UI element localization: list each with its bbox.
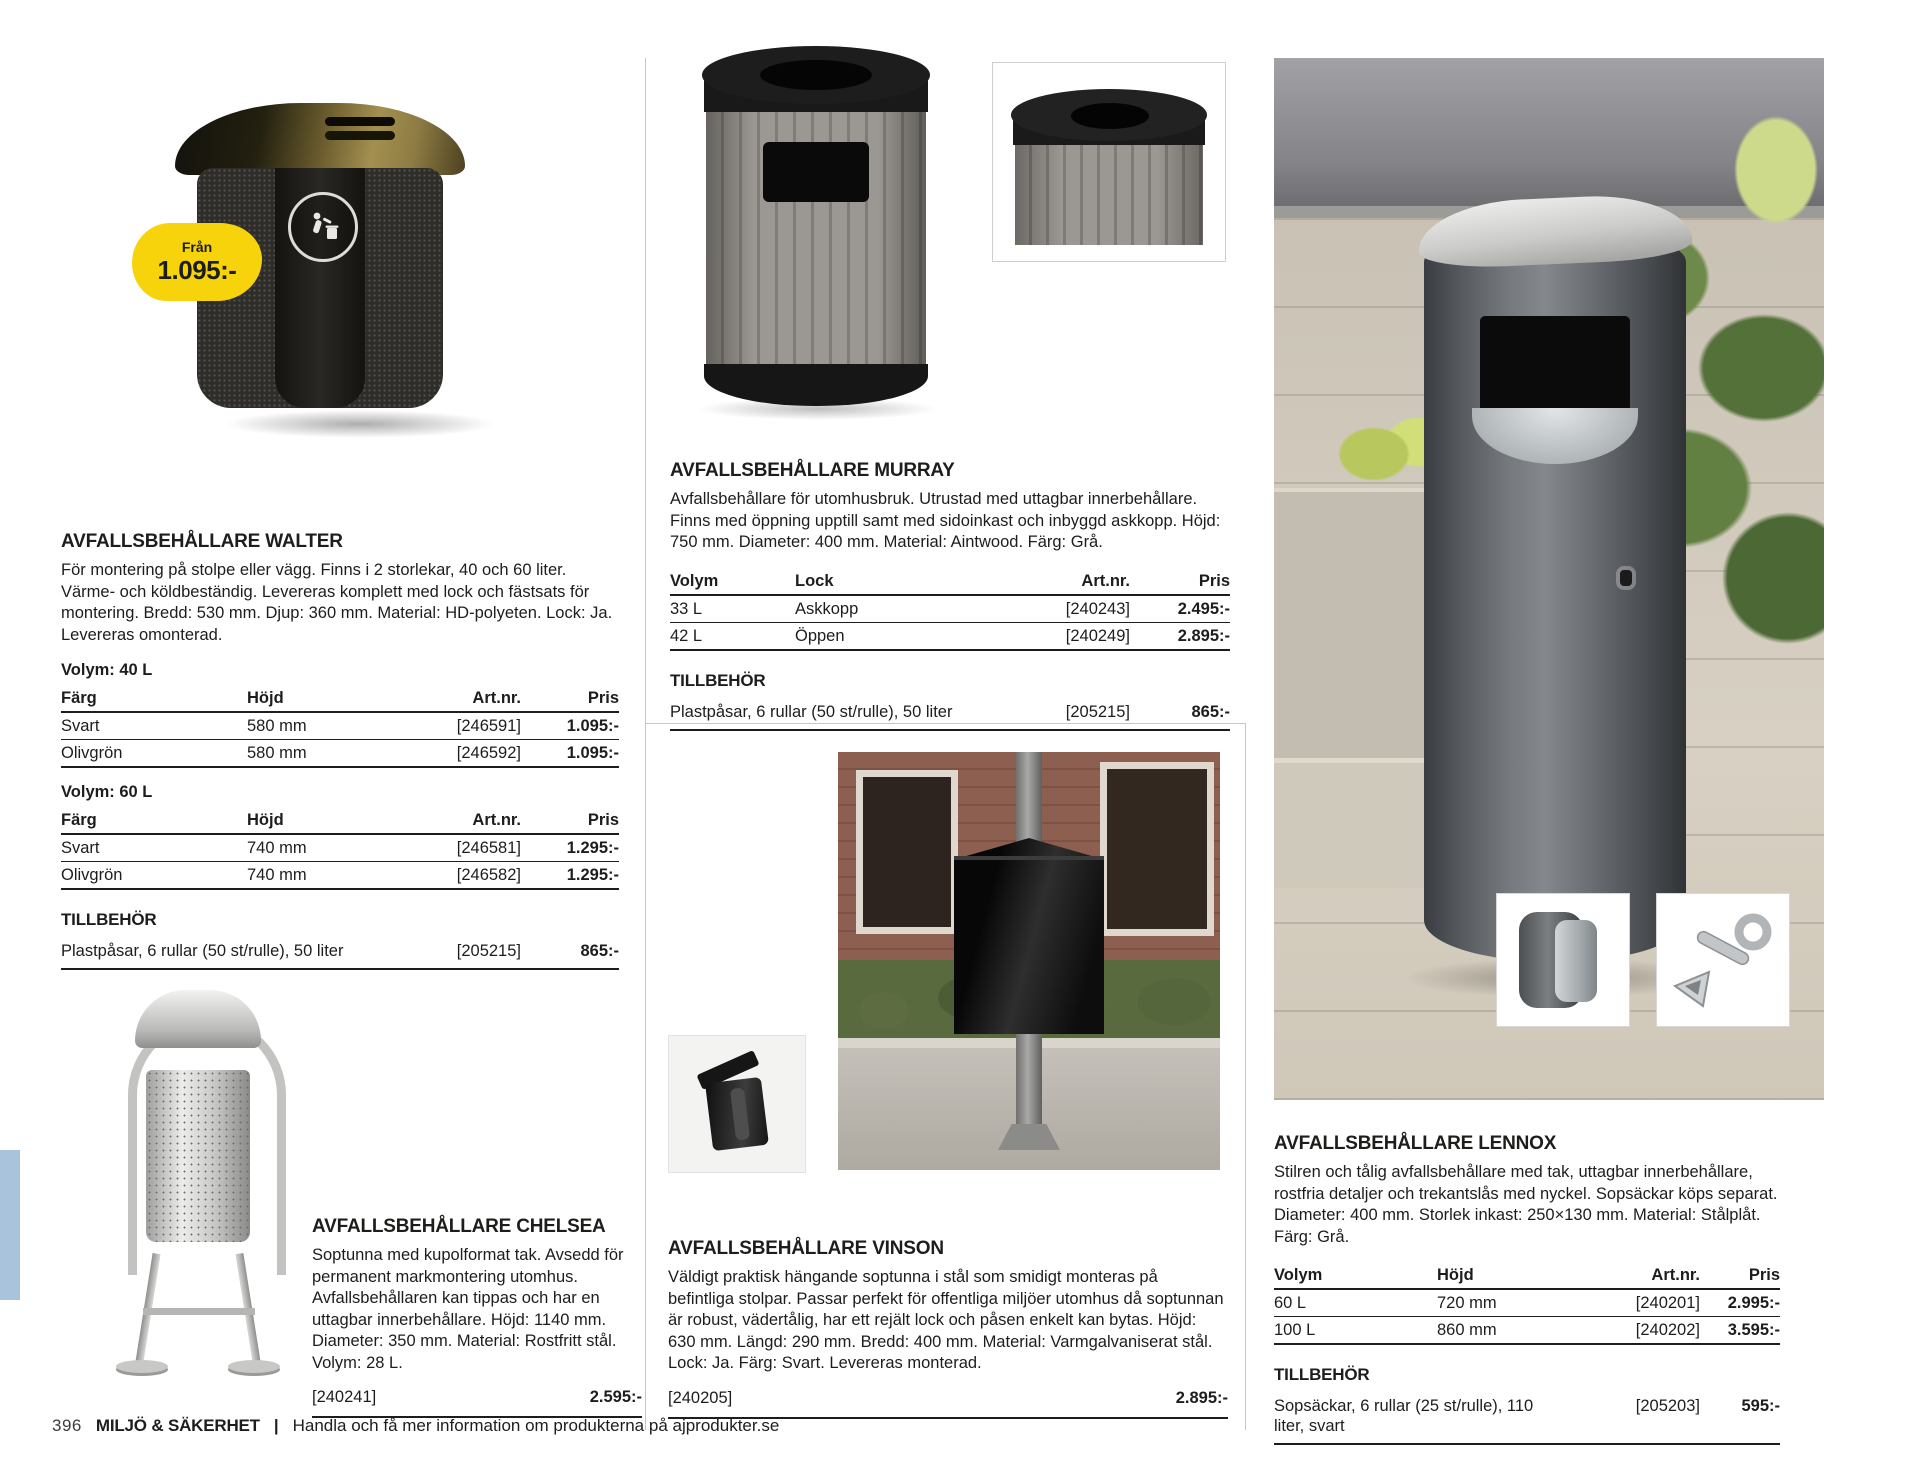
table-header-row (61, 685, 619, 713)
walter-table-40l (61, 685, 619, 768)
col-header-farg: Färg (61, 811, 97, 829)
walter-volume-label-60l: Volym: 60 L (61, 783, 153, 801)
walter-lid (175, 103, 465, 175)
cell-height: 740 mm (247, 866, 307, 884)
chelsea-perforated-body (146, 1070, 250, 1242)
murray-table (670, 568, 1230, 651)
vinson-bin-lid-edge (954, 856, 1104, 860)
accessory-artnr: [205215] (1065, 702, 1130, 721)
cell-height: 720 mm (1437, 1294, 1497, 1312)
lennox-table (1274, 1262, 1780, 1345)
cell-artnr: [240243] (1065, 599, 1130, 618)
murray-title: AVFALLSBEHÅLLARE MURRAY (670, 460, 955, 481)
tidyman-litter-icon-svg (303, 207, 343, 247)
chelsea-dome-lid (135, 990, 261, 1048)
murray-accessories-title: TILLBEHÖR (670, 670, 766, 690)
cell-volume: 60 L (1274, 1294, 1307, 1312)
col-header-artnr: Art.nr. (472, 811, 521, 829)
vinson-title: AVFALLSBEHÅLLARE VINSON (668, 1238, 944, 1259)
vinson-bin (954, 838, 1104, 1034)
murray-detail-slats (1015, 145, 1203, 245)
column-divider-left (645, 58, 646, 1430)
col-header-pris: Pris (1748, 1266, 1780, 1284)
murray-section (670, 460, 1230, 731)
cell-height: 860 mm (1437, 1321, 1497, 1339)
vinson-description: Väldigt praktisk hängande soptunna i stål som smidigt monteras på befintliga stolpar. Passar perfekt för offentliga miljöer utomhus då soptunnan är robust, vädertålig, har ett rejält lock och påsen enkelt kan bytas. Höjd: 630 mm. Längd: 290 mm. Bredd: 400 mm. Material: Varmgalvaniserat stål. Lock: Ja. Färg: Svart. Levereras monterad. (668, 1268, 1224, 1372)
cell-volume: 33 L (670, 599, 703, 618)
accessory-artnr: [205215] (456, 942, 521, 960)
lennox-photo (1274, 58, 1824, 1100)
chelsea-crossbar (143, 1308, 255, 1315)
cell-price: 1.095:- (566, 717, 619, 735)
murray-detail-image (992, 62, 1226, 262)
murray-lid-opening (760, 60, 872, 90)
chelsea-artnr: [240241] (312, 1388, 377, 1406)
cell-volume: 42 L (670, 626, 703, 645)
murray-description: Avfallsbehållare för utomhusbruk. Utrustad med uttagbar innerbehållare. Finns med öppning upptill samt med sidoinkast och inbyggd askkopp. Höjd: 750 mm. Diameter: 400 mm. Material: Aintwood. Färg: Grå. (670, 490, 1221, 551)
footer-note: Handla och få mer information om produkterna på ajprodukter.se (292, 1416, 780, 1435)
building-window (856, 770, 958, 934)
cell-lock: Öppen (795, 626, 845, 645)
table-header-row (61, 807, 619, 835)
page-footer (52, 1416, 779, 1436)
col-header-hojd: Höjd (247, 689, 284, 707)
col-header-artnr: Art.nr. (1081, 571, 1130, 590)
cell-color: Olivgrön (61, 744, 123, 762)
footer-divider: | (273, 1416, 279, 1435)
footer-section-title: MILJÖ & SÄKERHET (95, 1416, 260, 1435)
walter-product-image (155, 58, 485, 453)
col-header-volym: Volym (1274, 1266, 1323, 1284)
page-edge-tab (0, 1150, 20, 1300)
accessory-artnr: [205203] (1635, 1397, 1700, 1415)
walter-title: AVFALLSBEHÅLLARE WALTER (61, 531, 343, 552)
column-divider-right (1245, 723, 1246, 1430)
cell-artnr: [246592] (456, 744, 521, 762)
cell-color: Olivgrön (61, 866, 123, 884)
accessory-price: 595:- (1741, 1397, 1780, 1415)
chelsea-foot-right (228, 1360, 280, 1373)
walter-accessory-row (61, 936, 619, 970)
lennox-description: Stilren och tålig avfallsbehållare med tak, uttagbar innerbehållare, rostfria detaljer och trekantslås med nyckel. Sopsäckar köps separat. Diameter: 400 mm. Storlek inkast: 250×130 mm. Material: Stålplåt. Färg: Grå. (1274, 1163, 1778, 1246)
cell-artnr: [246591] (456, 717, 521, 735)
cell-price: 3.595:- (1727, 1321, 1780, 1339)
vinson-section (668, 1238, 1228, 1419)
lennox-triangle-lock (1620, 570, 1632, 586)
cell-lock: Askkopp (795, 599, 859, 618)
cell-height: 580 mm (247, 717, 307, 735)
cell-height: 580 mm (247, 744, 307, 762)
col-header-farg: Färg (61, 689, 97, 707)
cell-price: 1.095:- (566, 744, 619, 762)
cell-artnr: [246581] (456, 839, 521, 857)
vinson-artnr-row (668, 1381, 1228, 1419)
cell-artnr: [240202] (1635, 1321, 1700, 1339)
accessory-label: Plastpåsar, 6 rullar (50 st/rulle), 50 liter (670, 702, 953, 721)
accessory-price: 865:- (1191, 702, 1230, 721)
col-header-hojd: Höjd (247, 811, 284, 829)
chelsea-section (312, 1216, 642, 1418)
lennox-section (1274, 1133, 1780, 1445)
col-header-pris: Pris (587, 811, 619, 829)
vinson-artnr: [240205] (668, 1388, 733, 1407)
table-row (1274, 1317, 1780, 1345)
walter-volume-label-40l: Volym: 40 L (61, 661, 153, 679)
chelsea-product-image (88, 978, 308, 1393)
accessory-price: 865:- (580, 942, 619, 960)
walter-shadow (225, 410, 495, 438)
vinson-price: 2.895:- (1175, 1388, 1228, 1407)
walter-accessories-title: TILLBEHÖR (61, 910, 157, 929)
walter-table-60l (61, 807, 619, 890)
lennox-bin-inlet (1480, 316, 1630, 412)
tidyman-litter-icon (288, 192, 358, 262)
cell-price: 1.295:- (566, 839, 619, 857)
table-row (61, 713, 619, 740)
page-number: 396 (52, 1416, 82, 1435)
murray-side-inlet (763, 142, 869, 202)
cell-artnr: [246582] (456, 866, 521, 884)
col-header-lock: Lock (795, 571, 834, 590)
chelsea-artnr-row (312, 1380, 642, 1418)
murray-detail-opening (1071, 103, 1149, 129)
vinson-photo (838, 752, 1220, 1170)
table-row (61, 862, 619, 890)
cell-price: 2.995:- (1727, 1294, 1780, 1312)
walter-section (61, 531, 619, 970)
cell-height: 740 mm (247, 839, 307, 857)
price-tag-prefix: Från (181, 238, 213, 255)
cell-price: 2.495:- (1177, 599, 1230, 618)
concrete-blocks (1274, 488, 1444, 768)
lennox-accessory-row (1274, 1391, 1780, 1445)
lennox-bin (1424, 198, 1686, 988)
vinson-detail-image (668, 1035, 806, 1173)
col-header-pris: Pris (1198, 571, 1230, 590)
cell-artnr: [240201] (1635, 1294, 1700, 1312)
chelsea-description: Soptunna med kupolformat tak. Avsedd för permanent markmontering utomhus. Avfallsbehållaren kan tippas och har en uttagbar innerbehållare. Höjd: 1140 mm. Diameter: 350 mm. Material: Rostfritt stål. Volym: 28 L. (312, 1246, 624, 1372)
price-tag (132, 223, 262, 301)
col-header-artnr: Art.nr. (1651, 1266, 1700, 1284)
cell-price: 2.895:- (1177, 626, 1230, 645)
murray-accessory-row (670, 697, 1230, 731)
walter-description: För montering på stolpe eller vägg. Finns i 2 storlekar, 40 och 60 liter. Värme- och köldbeständig. Levereras komplett med lock och fästsats för montering. Bredd: 530 mm. Djup: 360 mm. Material: HD-polyeten. Lock: Ja. Levereras omonterad. (61, 561, 613, 644)
table-row (61, 740, 619, 768)
col-header-hojd: Höjd (1437, 1266, 1474, 1284)
lennox-title: AVFALLSBEHÅLLARE LENNOX (1274, 1133, 1557, 1154)
col-header-artnr: Art.nr. (472, 689, 521, 707)
cell-volume: 100 L (1274, 1321, 1316, 1339)
walter-lid-slots (325, 117, 395, 126)
accessory-label: Sopsäckar, 6 rullar (25 st/rulle), 110 liter, svart (1274, 1397, 1534, 1435)
lennox-key-inset (1656, 893, 1790, 1027)
col-header-pris: Pris (587, 689, 619, 707)
table-row (670, 596, 1230, 623)
murray-product-image (688, 38, 944, 420)
building-window (1100, 762, 1214, 936)
cell-price: 1.295:- (566, 866, 619, 884)
price-tag-amount: 1.095:- (157, 254, 237, 285)
col-header-volym: Volym (670, 571, 719, 590)
table-header-row (670, 568, 1230, 596)
table-row (1274, 1290, 1780, 1317)
chelsea-title: AVFALLSBEHÅLLARE CHELSEA (312, 1216, 606, 1237)
accessory-label: Plastpåsar, 6 rullar (50 st/rulle), 50 liter (61, 942, 344, 960)
lennox-accessories-title: TILLBEHÖR (1274, 1365, 1370, 1384)
cell-color: Svart (61, 717, 100, 735)
chelsea-foot-left (116, 1360, 168, 1373)
lennox-inner-container-inset (1496, 893, 1630, 1027)
triangle-key-icon (1657, 894, 1787, 1024)
table-row (61, 835, 619, 862)
chelsea-price: 2.595:- (589, 1388, 642, 1406)
table-row (670, 623, 1230, 651)
table-header-row (1274, 1262, 1780, 1290)
inner-container (1555, 920, 1597, 1002)
cell-artnr: [240249] (1065, 626, 1130, 645)
cell-color: Svart (61, 839, 100, 857)
